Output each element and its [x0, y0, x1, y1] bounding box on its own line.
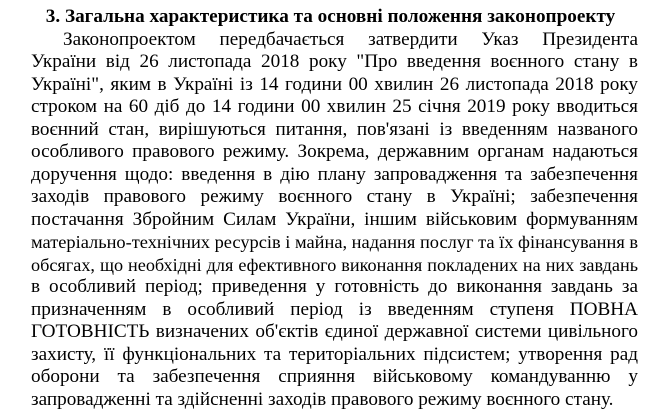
paragraph-line: особливого правового режиму. Зокрема, державним органам надаються	[31, 141, 638, 162]
paragraph-line: обсягах, що необхідні для ефективного виконання покладених на них завдань	[31, 255, 638, 275]
paragraph-line: запровадженні та здійсненні заходів правового режиму воєнного стану.	[31, 389, 614, 410]
paragraph-line: матеріально-технічних ресурсів і майна, надання послуг та їх фінансування в	[31, 232, 639, 252]
section-heading: 3. Загальна характеристика та основні положення законопроекту	[45, 6, 616, 27]
paragraph-line: Україні", яким в Україні із 14 години 00 хвилин 26 листопада 2018 року	[31, 74, 638, 95]
paragraph-line: ГОТОВНІСТЬ визначених об'єктів єдиної державної системи цивільного	[31, 321, 638, 342]
paragraph-line: оборони та забезпечення сприяння військовому командуванню у	[31, 366, 638, 387]
paragraph-line: воєнний стан, вирішуються питання, пов'язані із введенням названого	[31, 119, 638, 140]
paragraph-line: заходів правового режиму воєнного стану в Україні; забезпечення	[31, 186, 638, 207]
paragraph-line: захисту, її функціональних та територіальних підсистем; утворення рад	[31, 344, 638, 365]
paragraph-line: постачання Збройним Силам України, іншим військовим формуванням	[31, 209, 638, 230]
paragraph-line: строком на 60 діб до 14 години 00 хвилин 25 січня 2019 року вводиться	[31, 96, 638, 117]
paragraph-line: Законопроектом передбачається затвердити Указ Президента	[63, 29, 638, 50]
paragraph-line: України від 26 листопада 2018 року "Про введення воєнного стану в	[31, 51, 638, 72]
paragraph-line: доручення щодо: введення в дію плану запровадження та забезпечення	[31, 164, 638, 185]
paragraph-line: в особливий період; приведення у готовність до виконання завдань за	[31, 276, 638, 297]
paragraph-line: призначенням в особливий період із введенням ступеня ПОВНА	[31, 299, 638, 320]
